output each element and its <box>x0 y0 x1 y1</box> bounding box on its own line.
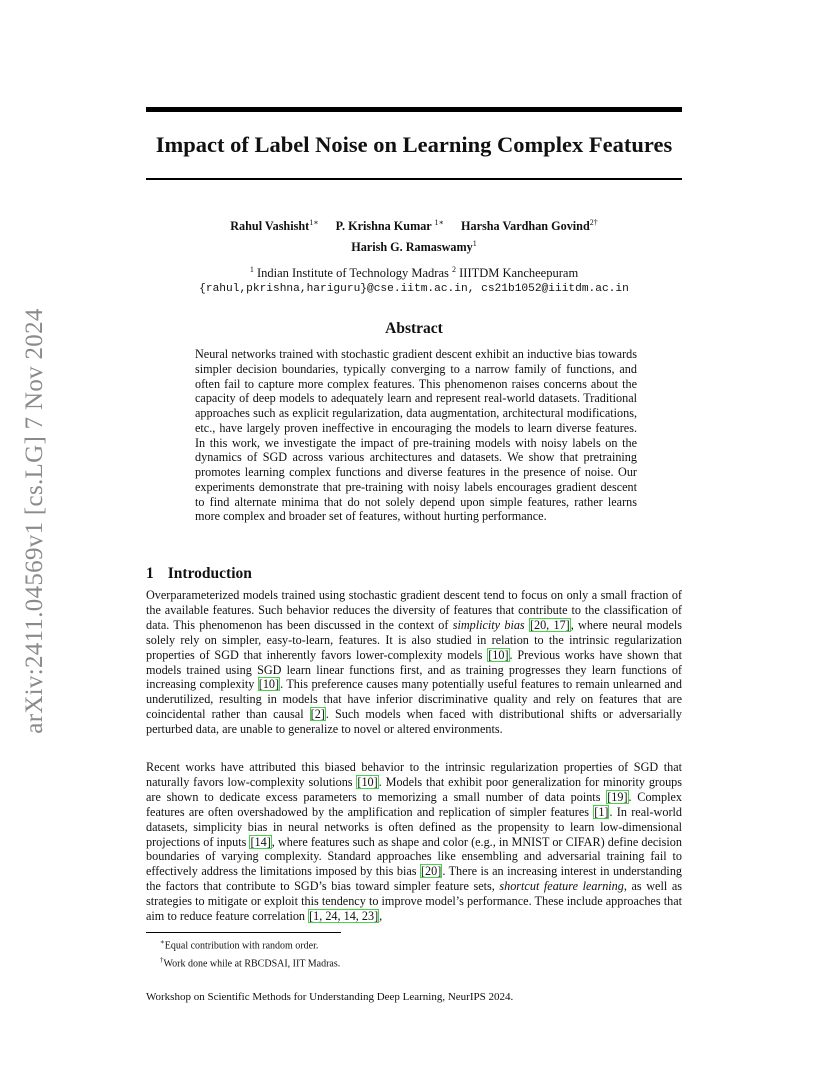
paragraph-text: . In real-world datasets, simplicity bias in neural networks is often defined as the propensity to learn low-dimensional projections of inputs <box>146 804 682 849</box>
paragraph-text: . There is an increasing interest in understanding the factors that contribute to SGD’s bias toward simpler feature sets, <box>146 864 683 894</box>
affiliation-institution: Indian Institute of Technology Madras <box>256 266 449 281</box>
citation-link[interactable]: [1, 24, 14, 23] <box>309 909 379 924</box>
footnote-rule <box>146 932 341 933</box>
author-name: Harish G. Ramaswamy <box>351 240 473 255</box>
abstract-text: Neural networks trained with stochastic gradient descent exhibit an inductive bias towards simpler decision boundaries, typically converging to a narrow family of functions, and often fail to capture more complex features. This phenomenon raises concerns about the capacity of deep models to adequately learn and represent real-world datasets. Traditional approaches such as explicit regularization, data augmentation, architectural modifications, etc., have largely proven ineffective in encouraging the models to learn diverse features. In this work, we investigate the impact of pre-training models with noisy labels on the dynamics of SGD across various architectures and datasets. We show that pretraining promotes learning complex functions and diverse features in the presence of noise. Our experiments demonstrate that pre-training with noisy labels encourages gradient descent to find alternate minima that do not solely depend upon simple features, rather learns more complex and broader set of features, without hurting performance. <box>195 347 637 524</box>
body-paragraph <box>146 760 682 924</box>
paragraph-text: . Models that exhibit poor generalization for minority groups are shown to dedicate excess parameters to memorizing a small number of data points <box>146 774 682 804</box>
section-title: Introduction <box>167 565 252 582</box>
author-marks: 1∗ <box>309 218 319 227</box>
author-emails: {rahul,pkrishna,hariguru}@cse.iitm.ac.in, cs21b1052@iiitdm.ac.in <box>199 283 629 296</box>
affiliations <box>146 262 682 297</box>
paragraph-text: . Previous works have shown that models trained using SGD learn linear functions first, and as training progresses they learn functions of increasing complexity <box>146 647 682 692</box>
citation-link[interactable]: [20, 17] <box>529 617 570 632</box>
citation-link[interactable]: [2] <box>310 707 325 722</box>
footnote-text: Equal contribution with random order. <box>164 940 319 952</box>
footnote <box>160 953 680 971</box>
title-bottom-rule <box>146 178 682 180</box>
paragraph-text: . Complex features are often overshadowed by the amplification and replication of simpler features <box>146 789 682 819</box>
citation-link[interactable]: [10] <box>357 774 378 789</box>
affiliation-mark: 2 <box>452 265 456 274</box>
footnote-text: Work done while at RBCDSAI, IIT Madras. <box>163 958 341 970</box>
footnote-mark: † <box>160 956 164 965</box>
author <box>336 219 444 233</box>
author-name: Rahul Vashisht <box>230 219 310 234</box>
paragraph-text: Overparameterized models trained using stochastic gradient descent tend to focus on only a small fraction of the available features. Such behavior reduces the diversity of features that contribute to the classification of data. This phenomenon has been discussed in the context of <box>146 588 682 632</box>
author-block <box>146 214 682 256</box>
author-name: Harsha Vardhan Govind <box>461 219 590 234</box>
citation-link[interactable]: [1] <box>594 804 609 819</box>
author <box>230 219 318 233</box>
author <box>461 219 598 233</box>
footnotes <box>160 935 680 972</box>
paragraph-text: Recent works have attributed this biased behavior to the intrinsic regularization properties of SGD that naturally favors low-complexity solutions <box>146 760 682 789</box>
citation-link[interactable]: [14] <box>250 834 271 849</box>
footnote <box>160 935 680 953</box>
emphasized-term: simplicity bias <box>452 617 525 632</box>
affiliation-line <box>146 262 682 281</box>
section-heading <box>146 565 252 583</box>
author-line-2 <box>146 235 682 256</box>
abstract-heading: Abstract <box>385 320 443 337</box>
affiliation-mark: 1 <box>249 265 254 274</box>
author-line-1 <box>146 214 682 235</box>
citation-link[interactable]: [20] <box>421 864 442 879</box>
paragraph-text: . This preference causes many potentially useful features to remain unlearned and underutilized, resulting in models that have inferior discriminative quality and rely on features that are coincidental rather than causal <box>146 677 683 722</box>
citation-link[interactable]: [19] <box>607 789 628 804</box>
paragraph-text: , where features such as shape and color (e.g., in MNIST or CIFAR) define decision boundaries of varying complexity. Standard approaches like ensembling and adversarial training fail to effectively address the limitations imposed by this bias <box>146 834 682 879</box>
author-marks: 1∗ <box>434 218 444 227</box>
paragraph-text: , where neural models solely rely on simpler, easy-to-learn, features. It is also studied in relation to the intrinsic regularization properties of SGD that inherently favors lower-complexity models <box>146 617 683 662</box>
citation-link[interactable]: [10] <box>258 677 280 692</box>
author <box>351 240 477 254</box>
arxiv-identifier-text: arXiv:2411.04569v1 [cs.LG] 7 Nov 2024 <box>21 308 48 734</box>
title-top-rule <box>146 107 682 112</box>
paragraph-text: . Such models when faced with distributional shifts or adversarially perturbed data, are unable to generalize to novel or altered environments. <box>146 707 682 737</box>
paragraph-text: , <box>379 909 383 924</box>
emphasized-term: shortcut feature learning <box>499 879 624 894</box>
venue-footer: Workshop on Scientific Methods for Understanding Deep Learning, NeurIPS 2024. <box>146 991 514 1003</box>
footnote-mark: ∗ <box>160 938 165 946</box>
section-number: 1 <box>146 565 154 582</box>
author-name: P. Krishna Kumar <box>335 219 432 234</box>
author-marks: 2† <box>589 218 598 227</box>
paper-title: Impact of Label Noise on Learning Complex Features <box>155 132 673 157</box>
paragraph-text: , as well as strategies to mitigate or exploit this tendency to improve model’s performance. These include approaches that aim to reduce feature correlation <box>146 879 682 924</box>
affiliation-institution: IIITDM Kancheepuram <box>459 266 579 281</box>
arxiv-identifier <box>15 290 55 752</box>
body-paragraph <box>146 588 682 737</box>
citation-link[interactable]: [10] <box>488 647 509 662</box>
author-marks: 1 <box>472 239 477 249</box>
